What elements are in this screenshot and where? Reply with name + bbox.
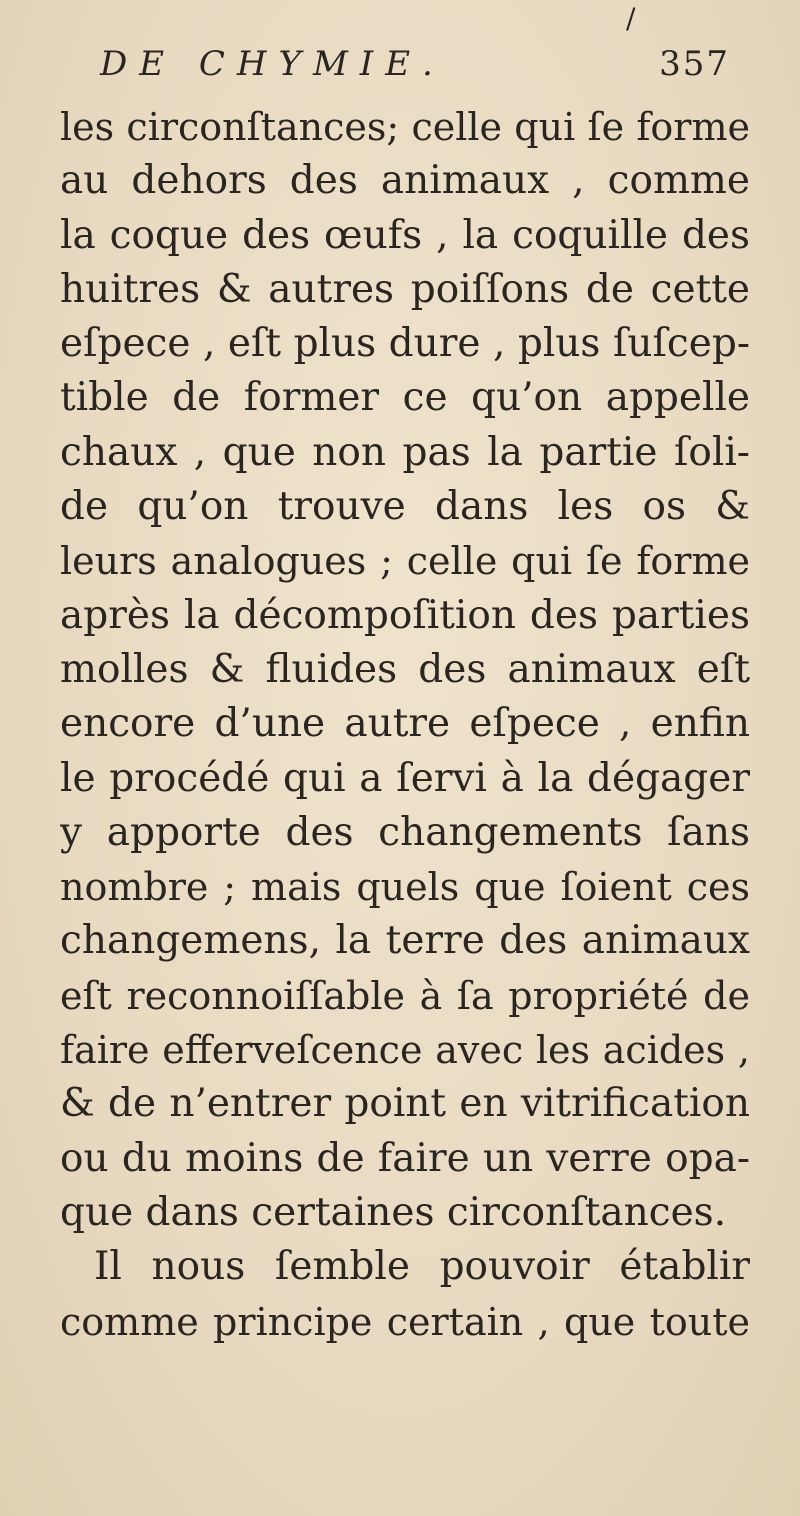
text-line: le procédé qui a ſervi à la dégager xyxy=(60,755,750,801)
page-number: 357 xyxy=(659,44,730,84)
margin-mark: / xyxy=(626,2,636,35)
text-line: leurs analogues ; celle qui ſe forme xyxy=(60,539,750,584)
text-line: huitres & autres poiſſons de cette xyxy=(60,266,750,312)
text-line: comme principe certain , que toute xyxy=(60,1299,750,1344)
text-line: eſpece , eſt plus dure , plus ſuſcep- xyxy=(60,321,750,367)
text-line: tible de former ce qu’on appelle xyxy=(60,375,750,421)
text-line: molles & fluides des animaux eſt xyxy=(60,646,750,692)
text-line: faire efferveſcence avec les acides , xyxy=(60,1028,750,1073)
text-line: de qu’on trouve dans les os & xyxy=(60,484,750,530)
page-header xyxy=(100,40,730,90)
text-line: & de n’entrer point en vitrification xyxy=(60,1081,750,1127)
text-line: encore d’une autre eſpece , enfin xyxy=(60,701,750,747)
text-line: y apporte des changements ſans xyxy=(60,809,750,855)
text-line: au dehors des animaux , comme xyxy=(60,158,750,204)
body-text xyxy=(60,100,750,1349)
text-line: nombre ; mais quels que ſoient ces xyxy=(60,865,750,910)
text-line: que dans certaines circonſtances. xyxy=(60,1189,727,1235)
text-line: Il nous ſemble pouvoir établir xyxy=(94,1244,750,1290)
text-line: chaux , que non pas la partie ſoli- xyxy=(60,429,750,475)
text-line: ou du moins de faire un verre opa- xyxy=(60,1135,750,1181)
text-line: après la décompoſition des parties xyxy=(60,592,750,638)
text-line: la coque des œufs , la coquille des xyxy=(60,212,750,258)
text-line: eſt reconnoiſſable à ſa propriété de xyxy=(60,973,750,1018)
text-line: changemens, la terre des animaux xyxy=(60,918,750,964)
text-line: les circonſtances; celle qui ſe forme xyxy=(60,105,750,149)
running-title: DE CHYMIE. xyxy=(100,44,445,84)
